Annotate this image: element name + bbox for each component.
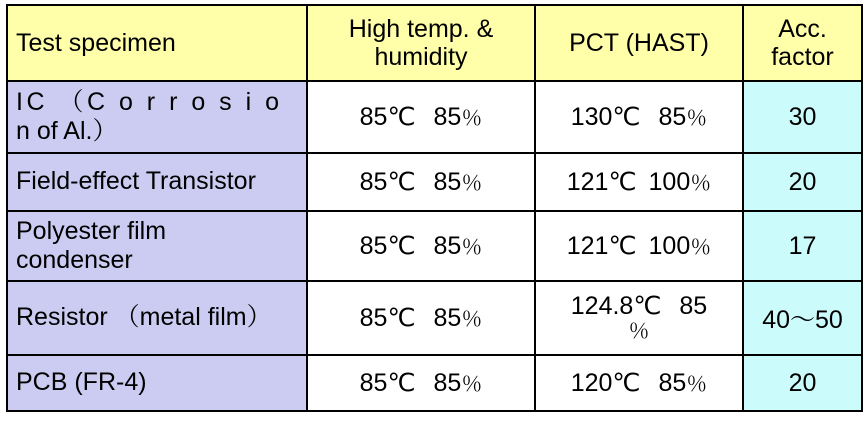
cell-test-specimen <box>7 211 307 281</box>
humidity-temp-value: 85℃ <box>359 369 416 397</box>
humidity-temp-value: 85℃ <box>359 103 416 131</box>
table-header <box>7 5 862 81</box>
specimen-label-line2: n of Al.） <box>16 117 118 145</box>
cell-high-temp-humidity <box>307 211 535 281</box>
cell-test-specimen: PCB (FR-4) <box>7 355 307 411</box>
table-row <box>7 81 862 153</box>
table-row <box>7 281 862 355</box>
cell-high-temp-humidity <box>307 355 535 411</box>
table-body <box>7 81 862 411</box>
cell-pct-hast <box>535 281 743 355</box>
cell-pct-hast <box>535 211 743 281</box>
cell-test-specimen: Resistor （metal film） <box>7 281 307 355</box>
percent-symbol: ％ <box>686 107 708 130</box>
humidity-temp-value: 85℃ <box>359 232 416 260</box>
specimen-label-line1: Polyester film <box>16 216 167 245</box>
percent-symbol: ％ <box>461 373 483 396</box>
cell-acc-factor: 20 <box>743 355 862 411</box>
pct-rh-value: 85 <box>658 103 687 131</box>
percent-symbol: ％ <box>690 236 712 259</box>
cell-high-temp-humidity <box>307 81 535 153</box>
pct-line1 <box>544 292 734 320</box>
cell-acc-factor: 40～50 <box>743 281 862 355</box>
column-header-pct-hast: PCT (HAST) <box>535 5 743 81</box>
percent-symbol: ％ <box>461 107 483 130</box>
document-page <box>0 4 865 438</box>
table-header-row <box>7 5 862 81</box>
cell-high-temp-humidity <box>307 153 535 211</box>
pct-temp-value: 121℃ <box>566 168 637 196</box>
pct-temp-value: 124.8℃ <box>570 292 662 321</box>
humidity-rh-value: 85 <box>433 103 462 131</box>
humidity-rh-value: 85 <box>433 168 462 196</box>
percent-symbol: ％ <box>628 320 650 344</box>
pct-temp-value: 130℃ <box>570 103 641 131</box>
cell-acc-factor: 17 <box>743 211 862 281</box>
table-row <box>7 355 862 411</box>
specimen-label-line2: condenser <box>16 246 133 274</box>
humidity-temp-value: 85℃ <box>359 168 416 196</box>
pct-rh-value: 85 <box>658 369 687 397</box>
cell-acc-factor: 30 <box>743 81 862 153</box>
cell-high-temp-humidity <box>307 281 535 355</box>
table-row <box>7 153 862 211</box>
column-header-acc-factor-line2: factor <box>771 43 834 71</box>
pct-rh-value: 85 <box>679 292 708 321</box>
cell-test-specimen: Field-effect Transistor <box>7 153 307 211</box>
cell-acc-factor: 20 <box>743 153 862 211</box>
humidity-rh-value: 85 <box>433 232 462 260</box>
acceleration-factor-table <box>6 4 863 412</box>
cell-pct-hast <box>535 81 743 153</box>
column-header-high-temp-humidity-line1: High temp. & <box>348 15 494 43</box>
humidity-rh-value: 85 <box>433 369 462 397</box>
pct-temp-value: 121℃ <box>566 232 637 260</box>
cell-pct-hast <box>535 153 743 211</box>
cell-pct-hast <box>535 355 743 411</box>
percent-symbol: ％ <box>461 236 483 259</box>
table-row <box>7 211 862 281</box>
column-header-high-temp-humidity <box>307 5 535 81</box>
column-header-test-specimen: Test specimen <box>7 5 307 81</box>
specimen-label-line1: IC （C o r r o s i o <box>16 87 283 116</box>
humidity-temp-value: 85℃ <box>359 304 416 332</box>
percent-symbol: ％ <box>461 172 483 195</box>
pct-rh-value: 100 <box>648 232 691 260</box>
column-header-acc-factor <box>743 5 862 81</box>
pct-rh-value: 100 <box>648 168 691 196</box>
column-header-acc-factor-line1: Acc. <box>778 15 827 43</box>
cell-test-specimen <box>7 81 307 153</box>
percent-symbol: ％ <box>686 373 708 396</box>
percent-symbol: ％ <box>461 308 483 331</box>
pct-temp-value: 120℃ <box>570 369 641 397</box>
humidity-rh-value: 85 <box>433 304 462 332</box>
percent-symbol: ％ <box>690 172 712 195</box>
column-header-high-temp-humidity-line2: humidity <box>374 43 468 71</box>
